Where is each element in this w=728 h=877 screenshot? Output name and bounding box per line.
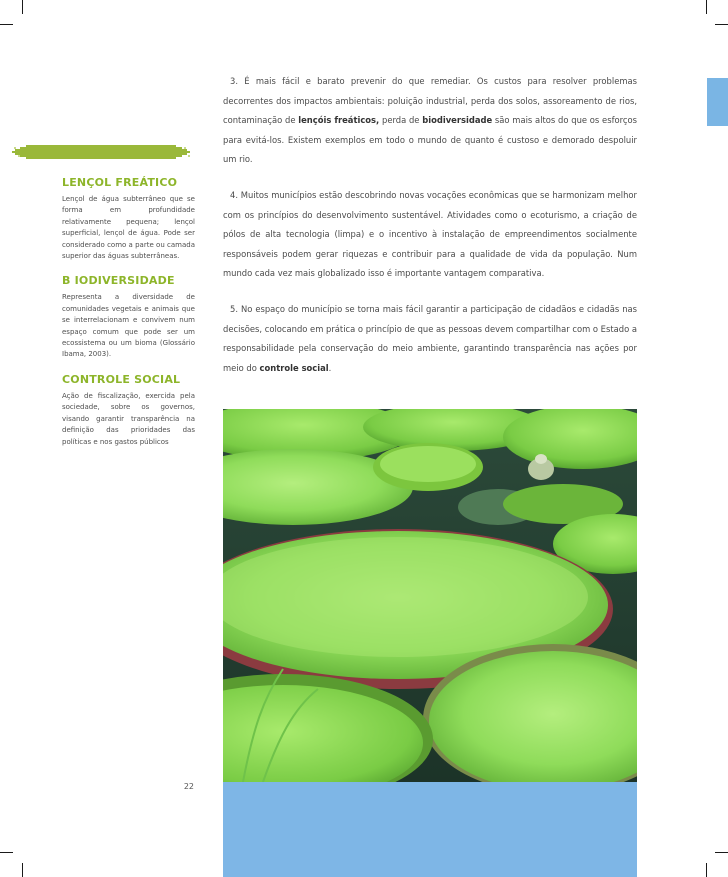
water-lily-photo [223,409,637,782]
paragraph-5-text: . [328,362,332,373]
paragraph-3 [223,72,637,170]
crop-mark-top-right-v [706,0,707,14]
crop-mark-bottom-left-h [0,852,13,853]
paragraph-4-text: 4. Muitos municípios estão descobrindo novas vocações econômicas que se harmonizam melhor com os princípios do desenvolvimento sustentável. Atividades como o ecoturismo, a criação de pólos de alta tecnologia (limpa) e o incentivo à instalação de empreendimentos socialmente responsáveis podem gerar riquezas e contribuir para a qualidade de vida da população. Num mundo cada vez mais globalizado isso é importante vantagem comparativa. [223,189,637,279]
paragraph-5 [223,300,637,378]
crop-mark-top-right-h [715,24,728,25]
decorative-green-bar [12,145,192,159]
glossary-text: Representa a diversidade de comunidades vegetais e animais que se interrelacionam e convivem num espaço comum que pode ser um ecossistema ou um bioma (Glossário Ibama, 2003). [62,293,195,359]
glossary-title: CONTROLE SOCIAL [62,372,181,386]
crop-mark-top-left-v [22,0,23,14]
paragraph-3-text: são mais altos do que os esforços para evitá-los. Existem exemplos em todo o mundo de quanto é custoso e demorado despoluir um rio. [223,115,637,165]
glossary-sidebar [62,176,195,460]
term-biodiversidade: biodiversidade [422,115,493,126]
crop-mark-bottom-right-v [706,863,707,877]
glossary-entry [62,176,195,262]
paragraph-3-text: 3. É mais fácil e barato prevenir do que remediar. Os custos para resolver problemas decorrentes dos impactos ambientais: poluição industrial, perda dos solos, assoreamento de rios, contaminação de [223,76,637,126]
glossary-entry [62,373,195,448]
page-number: 22 [183,782,194,791]
crop-mark-top-left-h [0,24,13,25]
side-tab [707,78,728,126]
paragraph-4 [223,186,637,284]
glossary-entry [62,274,195,360]
glossary-title: LENÇOL FREÁTICO [62,176,178,189]
paragraph-3-text: perda de [379,115,423,126]
glossary-title: B IODIVERSIDADE [62,274,175,288]
term-lencois-freaticos: lençóis freáticos, [298,115,380,126]
glossary-text: Ação de fiscalização, exercida pela sociedade, sobre os governos, visando garantir transparência na definição das prioridades das políticas e nos gastos públicos [62,391,195,446]
crop-mark-bottom-left-v [22,863,23,877]
glossary-text: Lençol de água subterrâneo que se forma em profundidade relativamente pequena; lençol superficial, lençol de água. Pode ser considerado como a parte ou camada superior das águas subterrâneas. [62,195,195,261]
paragraph-5-text: 5. No espaço do município se torna mais fácil garantir a participação de cidadãos e cidadãs nas decisões, colocando em prática o princípio de que as pessoas devem compartilhar com o Estado a responsabilidade pela conservação do meio ambiente, garantindo transparência nas ações por meio do [223,303,637,373]
main-text [223,72,637,394]
crop-mark-bottom-right-h [715,852,728,853]
blue-panel [223,782,637,877]
term-controle-social: controle social [259,362,329,373]
